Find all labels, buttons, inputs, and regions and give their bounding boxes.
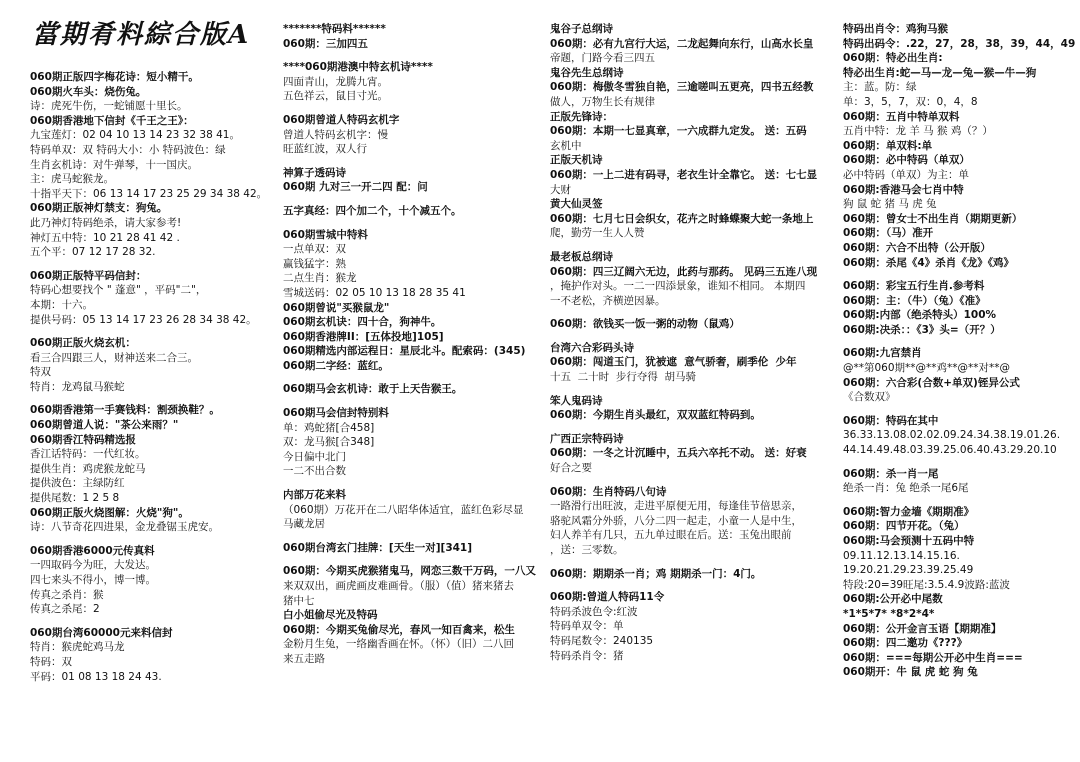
text-line: 狗 鼠 蛇 猪 马 虎 兔 [843, 198, 937, 211]
text-line: 060期：本期一七显真章，一六成群九定发。 送：五码 [550, 125, 807, 138]
text-line: 19.20.21.29.23.39.25.49 [843, 564, 974, 577]
line-gap [30, 394, 275, 403]
line-gap [283, 373, 538, 382]
text-line: 曾道人特码玄机字：慢 [283, 128, 388, 141]
text-line: 生肖玄机诗：对牛弹琴，十一国庆。 [30, 158, 198, 171]
text-line: 马藏龙居 [283, 518, 325, 531]
text-line: （060期）万花开在二八昭华体适宜，蓝红色彩尽显 [283, 503, 524, 516]
line-gap [283, 555, 538, 564]
text-line: 雪城送码：02 05 10 13 18 28 35 41 [283, 286, 466, 299]
text-line: 一四取码今为旺，大发达。 [30, 559, 156, 572]
text-line: 060期火车头：烧伤兔。 [30, 85, 147, 98]
text-line: 060期：一冬之计沉睡中，五兵六卒托不动。 送：好衰 [550, 447, 807, 460]
text-line: 平码：01 08 13 18 24 43. [30, 670, 162, 683]
text-line: 特肖：猴虎蛇鸡马龙 [30, 641, 125, 654]
text-line: 特码尾数令：240135 [550, 634, 654, 647]
text-line: 060期：四三辽阔六无边，此药与那药。 见码三五连八现 [550, 265, 818, 278]
line-gap [843, 337, 1075, 346]
text-line: 060期：欲钱买一饭一粥的动物（鼠鸡） [550, 318, 740, 331]
line-gap [30, 260, 275, 269]
text-line: 五肖中特：龙 羊 马 猴 鸡（？） [843, 125, 993, 138]
text-line: 060期：（马）准开 [843, 227, 934, 240]
text-line: 今日偏中北门 [283, 450, 346, 463]
text-line: 《合数双》 [843, 391, 896, 404]
line-gap [283, 195, 538, 204]
text-line: ，掩护作对头。一二一四添景象，谁知不相同。 本期四 [550, 280, 806, 293]
text-line: 060期精选内部运程日：星辰北斗。配索码：(345) [283, 345, 526, 358]
text-line: 060期曾道人说："茶公来雨？" [30, 419, 179, 432]
line-gap [843, 496, 1075, 505]
line-gap [550, 581, 835, 590]
text-line: 内部万花来料 [283, 489, 346, 502]
page-title: 當期肴料綜合版A [32, 20, 251, 50]
text-line: 060期二字经：蓝红。 [283, 359, 389, 372]
text-line: 060期：必有九宫行大运，二龙起舞向东行，山高水长皇 [550, 37, 814, 50]
text-line: 神算子透码诗 [283, 166, 346, 179]
line-gap [550, 476, 835, 485]
text-line: 诗：虎死牛伤，一蛇铺愿十里长。 [30, 100, 188, 113]
text-line: 特码心想要找个 " 蓬意" ，平码"二"， [30, 284, 207, 297]
text-line: 妇人养羊有几只，五九单过眼在后。送：玉兔出眼前 [550, 529, 792, 542]
text-line: 060期：特必出生肖: [843, 52, 943, 65]
text-line: 060期：单双料:单 [843, 139, 933, 152]
line-gap [30, 617, 275, 626]
text-line: ，送：三零数。 [550, 544, 624, 556]
text-line: 060期：今期买虎猴猪鬼马，网恋三数干万码，一八又 [283, 565, 536, 578]
line-gap [843, 405, 1075, 414]
text-line: 060期：===每期公开必中生肖=== [843, 651, 1023, 664]
text-line: 060期正版火烧玄机： [30, 337, 136, 350]
text-line: 提供号码：05 13 14 17 23 26 28 34 38 42。 [30, 313, 257, 326]
line-gap [30, 327, 275, 336]
text-line: 特肖：龙鸡鼠马猴蛇 [30, 380, 125, 393]
text-line: 绝杀一肖：兔 绝杀一尾6尾 [843, 482, 969, 495]
text-line: 鬼谷子总纲诗 [550, 23, 613, 35]
text-line: 二点生肖：猴龙 [283, 272, 357, 285]
text-line: 此乃神灯特码绝杀，请大家参考! [30, 216, 182, 229]
text-line: 060期:香港马会七肖中特 [843, 183, 964, 196]
text-line: 主：蓝。防：绿 [843, 81, 917, 94]
text-line: 060期:智力金墙《期期准》 [843, 505, 975, 518]
text-line: 台湾六合彩码头诗 [550, 341, 634, 354]
text-line: 必中特码（单双）为主：单 [843, 168, 969, 181]
text-line: 36.33.13.08.02.02.09.24.34.38.19.01.26. [843, 429, 1061, 442]
text-line: 一二不出合数 [283, 465, 346, 478]
text-line: 060期曾说"买猴鼠龙" [283, 301, 390, 314]
text-line: 四面青山，龙腾九宵。 [283, 75, 388, 88]
line-gap [843, 458, 1075, 467]
text-line: 060期台湾玄门挂牌：[天生一对][341] [283, 541, 473, 554]
text-line: ****060期港澳中特玄机诗**** [283, 61, 433, 74]
text-line: 黄大仙灵签 [550, 198, 603, 211]
text-line: 060期：杀尾《4》杀肖《龙》《鸡》 [843, 256, 1014, 269]
line-gap [550, 332, 835, 341]
text-line: 特段:20=39旺尾:3.5.4.9波路:蓝波 [843, 578, 1010, 591]
line-gap [283, 397, 538, 406]
text-line: 五个平：07 12 17 28 32. [30, 246, 156, 259]
text-line: 060期正版神灯禁支：狗兔。 [30, 202, 168, 215]
text-line: 广西正宗特码诗 [550, 432, 624, 445]
text-line: 提供尾数：1 2 5 8 [30, 492, 120, 505]
text-line: 特必出生肖:蛇—马—龙—兔—猴—牛—狗 [843, 66, 1037, 79]
text-line: 060期：闯道玉门，犹被遮 意气骄奢，刷季伦 少年 [550, 356, 797, 369]
text-line: 九宝莲灯：02 04 10 13 14 23 32 38 41。 [30, 129, 240, 142]
text-line: 正版先锋诗： [550, 110, 613, 123]
line-gap [283, 532, 538, 541]
text-line: 十指平天下：06 13 14 17 23 25 29 34 38 42。 [30, 187, 268, 200]
text-line: 看三合四跟三人，财神送来二合三。 [30, 351, 198, 364]
text-line: 060期香港第一手赛钱料：割颈换鞋？。 [30, 404, 220, 417]
text-line: 060期：期期杀一肖；鸡 期期杀一门：4门。 [550, 567, 762, 580]
text-line: 060期：梅傲冬雪独自艳，三逾嗟叫五更亮，四书五经教 [550, 81, 814, 94]
line-gap [550, 385, 835, 394]
text-line: 060期香港牌II：[五体投地]105] [283, 330, 444, 343]
text-line: 骆驼风霜分外骄，八分二四一起走，小童一人是中生， [550, 514, 802, 527]
line-gap [283, 104, 538, 113]
line-gap [283, 479, 538, 488]
line-gap [283, 219, 538, 228]
text-line: 来五走路 [283, 652, 325, 665]
text-line: 五字真经：四个加二个，十个减五个。 [283, 204, 462, 217]
text-line: 060期：六合不出特（公开版） [843, 241, 991, 254]
line-gap [550, 241, 835, 250]
text-line: 玄机中 [550, 139, 582, 152]
text-line: 五色祥云，鼠目寸光。 [283, 90, 388, 103]
text-line: 060期正版火烧图解：火烧"狗"。 [30, 506, 189, 519]
text-line: 060期:曾道人特码11令 [550, 591, 665, 604]
text-line: 060期雪城中特料 [283, 228, 368, 241]
text-line: 帝题，门路今看三四五 [550, 52, 655, 65]
text-line: 44.14.49.48.03.39.25.06.40.43.29.20.10 [843, 444, 1057, 457]
text-line: 060期:内部（绝杀特头）100% [843, 309, 997, 322]
line-gap [843, 270, 1075, 279]
text-line: 060期：今期生肖头最红，双双蓝红特码到。 [550, 409, 761, 422]
text-line: 最老板总纲诗 [550, 250, 613, 263]
text-line: 060期：六合彩(合数+单双)铚异公式 [843, 376, 1020, 389]
text-line: 好合之要 [550, 462, 592, 475]
text-line: 060期：特码在其中 [843, 414, 939, 427]
text-line: 来双双出，画虎画皮难画骨。（服）（值）猪来猪去 [283, 580, 514, 592]
text-line: 一不老松，齐横逆因暴。 [550, 294, 666, 307]
text-line: 旺蓝红波，双人行 [283, 143, 367, 156]
text-line: 060期：七月七日会织女，花卉之时蜂蝶聚大蛇一条地上 [550, 212, 814, 225]
text-line: 060期正版四字梅花诗：短小精干。 [30, 71, 199, 83]
text-line: 060期香江特码精选报 [30, 433, 136, 446]
text-line: 特码：双 [30, 655, 72, 668]
text-line: 传真之杀肖：猴 [30, 588, 104, 601]
text-line: 060期曾道人特码玄机字 [283, 113, 400, 126]
text-line: 060期：今期买兔偷尽光，春风一知百禽来，松生 [283, 623, 515, 636]
text-line: 060期：三加四五 [283, 37, 368, 50]
text-line: 特码出肖令：鸡狗马猴 [843, 23, 948, 35]
text-line: 060期：曾女士不出生肖（期期更新） [843, 212, 1023, 225]
text-line: 060期香港地下信封《千王之王》： [30, 114, 194, 127]
line-gap [550, 423, 835, 432]
text-line: *1*5*7* *8*2*4* [843, 607, 935, 620]
text-line: 060期：杀一肖一尾 [843, 467, 939, 480]
text-line: 060期:九宫禁肖 [843, 347, 922, 360]
text-line: 神灯五中特：10 21 28 41 42 . [30, 231, 180, 244]
line-gap [550, 558, 835, 567]
text-line: 060期：公开金言玉语【期期准】 [843, 622, 1002, 635]
text-line: 四七来头不得小，博一博。 [30, 574, 156, 586]
line-gap [30, 535, 275, 544]
column-4 [843, 22, 1075, 680]
text-line: 060期：生肖特码八句诗 [550, 485, 667, 498]
text-line: 060期正版特平码信封： [30, 269, 147, 282]
text-line: 060期:决杀：：《3》头=（开？） [843, 323, 1001, 336]
text-line: 金粉月生兔，一络幽香画在怀。（怀）（旧）二八回 [283, 638, 514, 651]
column-2 [283, 22, 538, 667]
text-line: 做人，万物生长有规律 [550, 95, 655, 108]
text-line: 双：龙马猴[合348] [283, 436, 375, 449]
text-line: 赢钱猛字：熟 [283, 257, 346, 270]
text-line: 本期：十六。 [30, 298, 93, 311]
text-line: 060期玄机诀：四十合，狗神牛。 [283, 316, 442, 329]
text-line: 大财 [550, 183, 571, 196]
text-line: 09.11.12.13.14.15.16. [843, 549, 960, 562]
text-line: 一路滑行出旺波，走进平原便无用，每逢佳节倍思亲， [550, 500, 802, 513]
text-line: 060期:马会预测十五码中特 [843, 535, 975, 547]
text-line: 060期台湾60000元来料信封 [30, 626, 173, 639]
text-line: 060期 九对三一开二四 配：问 [283, 181, 428, 194]
text-line: 单：鸡蛇猪[合458] [283, 421, 375, 434]
text-line: 特双 [30, 366, 51, 379]
text-line: 060期：必中特码（单双） [843, 154, 970, 167]
text-line: 传真之杀尾：2 [30, 603, 100, 616]
text-line: @**第060期**@**鸡**@**对**@ [843, 362, 1011, 375]
text-line: 鬼谷先生总纲诗 [550, 66, 624, 79]
text-line: 香江话特码：一代红妆。 [30, 448, 146, 461]
text-line: 一点单双：双 [283, 243, 346, 256]
text-line: 特码杀波色令:红波 [550, 605, 638, 618]
text-line: 白小姐偷尽光及特码 [283, 609, 378, 622]
text-line: 060期：彩宝五行生肖.参考料 [843, 280, 985, 293]
column-3 [550, 22, 835, 663]
text-line: 060期：四二邀功《???》 [843, 637, 968, 650]
text-line: 060期：五肖中特单双料 [843, 110, 960, 123]
text-line: 特码杀肖令：猪 [550, 649, 624, 662]
text-line: 笨人鬼码诗 [550, 394, 603, 407]
text-line: 特码出码令：.22，27，28，38，39，44，49 [843, 37, 1075, 50]
text-line: 正版天机诗 [550, 154, 603, 167]
text-line: 爬，勤劳一生人人赞 [550, 227, 645, 240]
text-line: 060期香港6000元传真料 [30, 544, 155, 557]
text-line: 提供生肖：鸡虎猴龙蛇马 [30, 462, 146, 475]
text-line: 060期：主：（牛）（兔）《准》 [843, 294, 986, 307]
text-line: 060期开：牛 鼠 虎 蛇 狗 兔 [843, 666, 978, 679]
text-line: 主：虎马蛇猴龙。 [30, 173, 114, 186]
text-line: *******特码料****** [283, 23, 386, 35]
text-line: 060期马会信封特别料 [283, 407, 389, 420]
text-line: 060期马会玄机诗：敢于上天告猴王。 [283, 383, 463, 396]
text-line: 提供波色：主绿防红 [30, 477, 125, 490]
text-line: 十五 二十时 步行夺得 胡马骑 [550, 371, 697, 384]
text-line: 060期：四节开花。（兔） [843, 520, 965, 533]
text-line: 猪中七 [283, 594, 315, 607]
text-line: 060期：一上二进有码寻，老衣生计全靠它。 送：七七显 [550, 168, 818, 181]
text-line: 诗：八节奇花四进果，金龙叠锯玉虎安。 [30, 521, 219, 534]
line-gap [283, 51, 538, 60]
column-1 [30, 70, 275, 684]
line-gap [283, 157, 538, 166]
text-line: 单：3，5，7，双：0，4，8 [843, 95, 978, 108]
text-line: 060期:公开必中尾数 [843, 593, 943, 606]
text-line: 特码单双令：单 [550, 620, 624, 633]
line-gap [550, 308, 835, 317]
text-line: 特码单双：双 特码大小：小 特码波色：绿 [30, 143, 226, 156]
